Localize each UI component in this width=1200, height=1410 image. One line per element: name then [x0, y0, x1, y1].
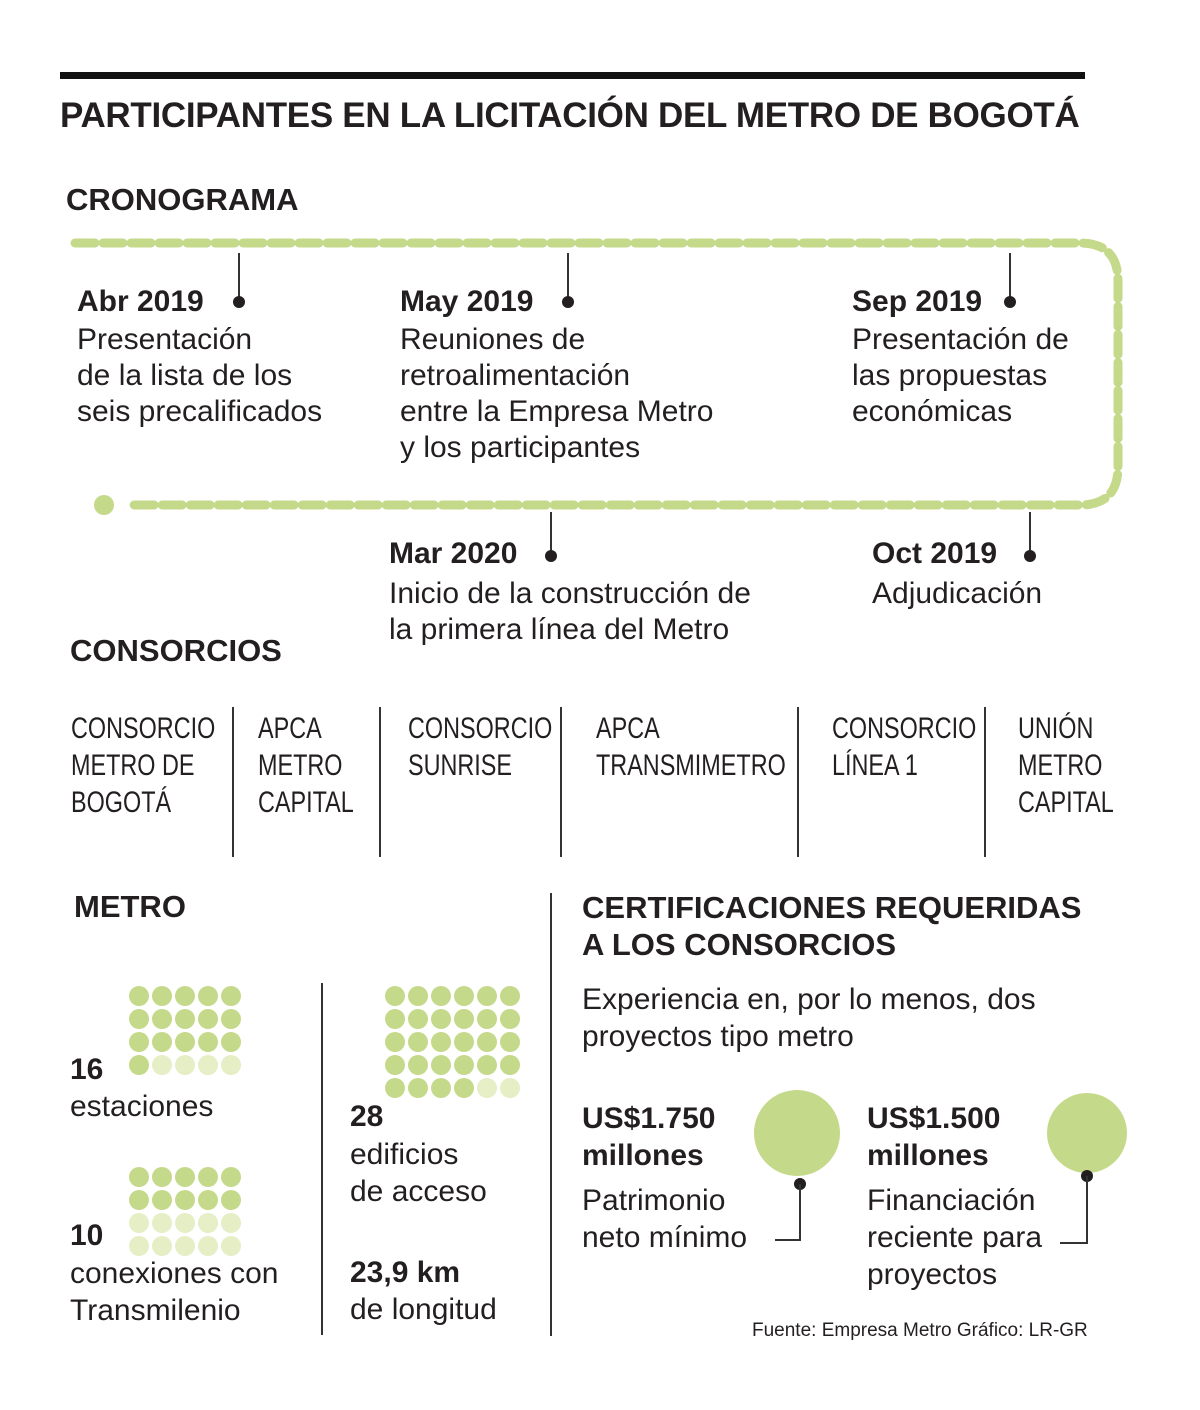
consorcio-line: METRO: [258, 749, 343, 782]
consorcio-line: LÍNEA 1: [832, 749, 918, 782]
filled-dot: [129, 1032, 149, 1052]
consorcio-divider: [797, 707, 799, 857]
patrimonio-block: [582, 1100, 747, 1256]
filled-dot: [175, 1009, 195, 1029]
consorcios-heading: CONSORCIOS: [70, 633, 282, 668]
estaciones-value: 16: [70, 1053, 104, 1086]
financiacion-label: [867, 1182, 1042, 1293]
event-line: Presentación: [77, 323, 253, 356]
filled-dot: [431, 1009, 451, 1029]
consorcio-line: APCA: [258, 712, 322, 745]
consorcio-line: TRANSMIMETRO: [596, 749, 786, 782]
consorcio-line: CONSORCIO: [408, 712, 553, 745]
filled-dot: [198, 1009, 218, 1029]
metro-divider: [321, 983, 323, 1335]
filled-dot: [221, 1190, 241, 1210]
conexiones-label-line: conexiones con: [70, 1257, 279, 1290]
apca-transmimetro: [596, 710, 786, 784]
longitud-label: de longitud: [350, 1293, 497, 1326]
consorcio-line: METRO DE: [71, 749, 195, 782]
filled-dot: [175, 1032, 195, 1052]
patrimonio-bubble: [754, 1090, 840, 1176]
event-line: Inicio de la construcción de: [389, 577, 751, 610]
section-divider: [550, 893, 552, 1336]
certificaciones-heading: [582, 889, 1081, 963]
filled-dot: [198, 1167, 218, 1187]
event-description: [400, 322, 713, 466]
filled-dot: [152, 1009, 172, 1029]
edificios-label-line: edificios: [350, 1138, 459, 1171]
empty-dot: [175, 1213, 195, 1233]
filled-dot: [129, 1009, 149, 1029]
filled-dot: [500, 1055, 520, 1075]
filled-dot: [129, 1167, 149, 1187]
empty-dot: [500, 1078, 520, 1098]
empty-dot: [198, 1055, 218, 1075]
financiacion-bubble: [1047, 1093, 1127, 1173]
consorcio-divider: [560, 707, 562, 857]
financiacion-block: [867, 1100, 1042, 1293]
filled-dot: [175, 1167, 195, 1187]
event-mar-2020: [389, 537, 751, 648]
conexiones-label: [70, 1255, 278, 1329]
filled-dot: [175, 986, 195, 1006]
consorcio-line: CONSORCIO: [832, 712, 977, 745]
consorcio-line: SUNRISE: [408, 749, 513, 782]
certificaciones-heading-line: A LOS CONSORCIOS: [582, 927, 897, 962]
filled-dot: [500, 986, 520, 1006]
filled-dot: [408, 1009, 428, 1029]
conexiones-label-line: Transmilenio: [70, 1294, 241, 1327]
filled-dot: [431, 1032, 451, 1052]
estaciones-dot-grid: [129, 986, 241, 1075]
certificaciones-heading-line: CERTIFICACIONES REQUERIDAS: [582, 890, 1082, 925]
empty-dot: [198, 1213, 218, 1233]
event-line: y los participantes: [400, 431, 641, 464]
consorcio-line: CAPITAL: [258, 786, 354, 819]
consorcio-metro-de-bogota: [71, 710, 215, 821]
event-date: Sep 2019: [852, 285, 983, 318]
event-date: Oct 2019: [872, 537, 998, 570]
event-line: Adjudicación: [872, 577, 1043, 610]
filled-dot: [175, 1190, 195, 1210]
filled-dot: [198, 986, 218, 1006]
financiacion-leader: [1060, 1176, 1087, 1243]
empty-dot: [152, 1055, 172, 1075]
consorcio-divider: [984, 707, 986, 857]
filled-dot: [152, 1032, 172, 1052]
edificios-label: [350, 1136, 487, 1210]
event-description: [852, 322, 1069, 430]
filled-dot: [221, 986, 241, 1006]
filled-dot: [408, 1032, 428, 1052]
event-sep-2019: [852, 285, 1069, 430]
empty-dot: [477, 1078, 497, 1098]
union-metro-capital: [1018, 710, 1114, 821]
empty-dot: [129, 1236, 149, 1256]
empty-dot: [221, 1213, 241, 1233]
event-line: Reuniones de: [400, 323, 586, 356]
filled-dot: [454, 1078, 474, 1098]
consorcio-divider: [232, 707, 234, 857]
event-description: [77, 322, 322, 430]
filled-dot: [454, 986, 474, 1006]
source-credit: Fuente: Empresa Metro Gráfico: LR-GR: [752, 1320, 1088, 1341]
consorcio-line: BOGOTÁ: [71, 786, 172, 819]
filled-dot: [385, 986, 405, 1006]
patrimonio-leader: [775, 1184, 800, 1240]
consorcio-line: APCA: [596, 712, 660, 745]
consorcio-sunrise: [408, 710, 552, 784]
patrimonio-label: [582, 1182, 747, 1256]
filled-dot: [129, 986, 149, 1006]
filled-dot: [477, 1055, 497, 1075]
filled-dot: [477, 986, 497, 1006]
financiacion-label-line: Financiación: [867, 1184, 1036, 1217]
filled-dot: [152, 1190, 172, 1210]
apca-metro-capital: [258, 710, 354, 821]
event-line: las propuestas: [852, 359, 1048, 392]
empty-dot: [198, 1236, 218, 1256]
financiacion-label-line: reciente para: [867, 1221, 1043, 1254]
page-title: PARTICIPANTES EN LA LICITACIÓN DEL METRO DE BOGOTÁ: [60, 96, 1080, 135]
filled-dot: [198, 1190, 218, 1210]
event-oct-2019: [872, 537, 1042, 612]
filled-dot: [408, 1078, 428, 1098]
financiacion-unit: millones: [867, 1139, 989, 1172]
experiencia-line: Experiencia en, por lo menos, dos: [582, 983, 1036, 1016]
conexiones-dot-grid: [129, 1167, 241, 1256]
filled-dot: [477, 1009, 497, 1029]
timeline-start-dot: [94, 495, 114, 515]
event-description: [872, 576, 1042, 612]
filled-dot: [454, 1055, 474, 1075]
consorcio-line: CONSORCIO: [71, 712, 216, 745]
consorcio-line: UNIÓN: [1018, 712, 1094, 745]
estaciones-label: estaciones: [70, 1090, 214, 1123]
patrimonio-amount: US$1.750: [582, 1102, 716, 1135]
edificios-value: 28: [350, 1100, 384, 1133]
filled-dot: [385, 1078, 405, 1098]
filled-dot: [198, 1032, 218, 1052]
edificios-dot-grid: [385, 986, 520, 1098]
conexiones-value: 10: [70, 1219, 104, 1252]
edificios-label-line: de acceso: [350, 1175, 487, 1208]
filled-dot: [385, 1032, 405, 1052]
filled-dot: [152, 986, 172, 1006]
consorcio-line: METRO: [1018, 749, 1103, 782]
filled-dot: [431, 986, 451, 1006]
event-line: Presentación de: [852, 323, 1069, 356]
filled-dot: [385, 1009, 405, 1029]
patrimonio-unit: millones: [582, 1139, 704, 1172]
filled-dot: [152, 1167, 172, 1187]
consorcio-linea-1: [832, 710, 976, 784]
event-date: Abr 2019: [77, 285, 204, 318]
event-may-2019: [400, 285, 713, 466]
empty-dot: [152, 1236, 172, 1256]
filled-dot: [221, 1032, 241, 1052]
patrimonio-label-line: Patrimonio: [582, 1184, 726, 1217]
event-line: retroalimentación: [400, 359, 631, 392]
financiacion-amount: US$1.500: [867, 1102, 1001, 1135]
event-line: de la lista de los: [77, 359, 293, 392]
longitud-value: 23,9 km: [350, 1256, 461, 1289]
filled-dot: [408, 1055, 428, 1075]
empty-dot: [129, 1213, 149, 1233]
empty-dot: [221, 1236, 241, 1256]
empty-dot: [152, 1213, 172, 1233]
event-description: [389, 576, 751, 648]
event-date: May 2019: [400, 285, 534, 318]
empty-dot: [175, 1055, 195, 1075]
event-line: seis precalificados: [77, 395, 323, 428]
filled-dot: [221, 1167, 241, 1187]
empty-dot: [221, 1055, 241, 1075]
experiencia-text: [582, 981, 1036, 1055]
filled-dot: [221, 1009, 241, 1029]
cronograma-heading: CRONOGRAMA: [66, 182, 299, 217]
financiacion-label-line: proyectos: [867, 1258, 998, 1291]
metro-heading: METRO: [74, 889, 186, 924]
empty-dot: [175, 1236, 195, 1256]
filled-dot: [500, 1032, 520, 1052]
filled-dot: [477, 1032, 497, 1052]
filled-dot: [431, 1078, 451, 1098]
filled-dot: [431, 1055, 451, 1075]
filled-dot: [408, 986, 428, 1006]
filled-dot: [500, 1009, 520, 1029]
filled-dot: [129, 1190, 149, 1210]
filled-dot: [385, 1055, 405, 1075]
filled-dot: [454, 1009, 474, 1029]
event-line: entre la Empresa Metro: [400, 395, 714, 428]
patrimonio-label-line: neto mínimo: [582, 1221, 748, 1254]
experiencia-line: proyectos tipo metro: [582, 1020, 854, 1053]
consorcio-line: CAPITAL: [1018, 786, 1114, 819]
consorcio-divider: [379, 707, 381, 857]
event-date: Mar 2020: [389, 537, 518, 570]
filled-dot: [454, 1032, 474, 1052]
event-line: económicas: [852, 395, 1013, 428]
filled-dot: [129, 1055, 149, 1075]
event-line: la primera línea del Metro: [389, 613, 730, 646]
event-abr-2019: [77, 285, 322, 430]
